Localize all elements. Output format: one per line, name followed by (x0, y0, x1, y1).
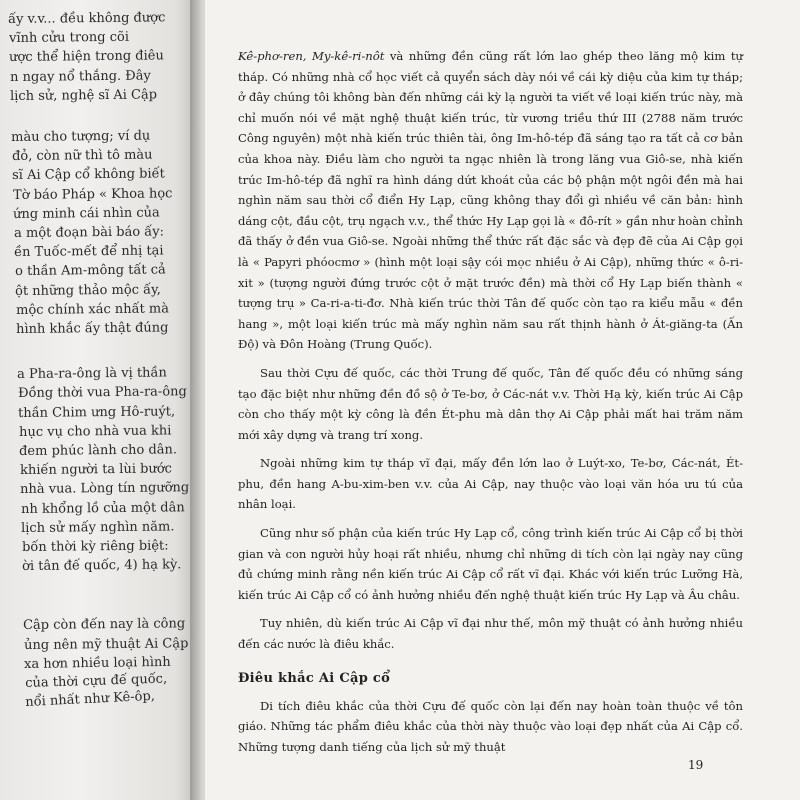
left-page-line: mộc chính xác nhất mà (15, 301, 169, 318)
left-page-line: lịch sử mấy nghìn năm. (21, 519, 175, 536)
left-page-line: Tờ báo Pháp « Khoa học (12, 185, 173, 203)
left-page-line: ứng minh cái nhìn của (13, 205, 161, 222)
left-page-line: vĩnh cửu trong cõi (8, 29, 129, 47)
left-page-line: màu cho tượng; ví dụ (11, 128, 151, 145)
left-page-line: lịch sử, nghệ sĩ Ai Cập (10, 87, 158, 104)
left-page-line: bốn thời kỳ riêng biệt: (21, 538, 169, 555)
left-page-line: hục vụ cho nhà vua khi (18, 423, 172, 440)
left-page-line: ược thể hiện trong điêu (9, 48, 165, 66)
left-page-line: sĩ Ai Cập cổ không biết (12, 166, 166, 184)
paragraph-1-text: và những đền cũng rất lớn lao ghép theo lăng mộ kim tự tháp. Có những nhà cổ học viết cả quyển sách dày nói về cái kỳ diệu của kim tự tháp; ở đây chúng tôi không bàn đến những cái kỳ lạ người ta viết về loại kiến trúc này, mà chỉ muốn nói về mặt nghệ thuật kiến trúc, từ vương triều thứ III (2788 năm trước Công nguyên) một nhà kiến trúc thiên tài, ông Im-hô-tép đã sáng tạo ra tất cả cơ bản của khoa này. Điều làm cho người ta ngạc nhiên là trong lăng vua Giô-se, nhà kiến trúc Im-hô-tép đã nghĩ ra hình dáng dứt khoát của các bộ phận một ngôi đền mà hai nghìn năm sau thời cổ điển Hy Lạp, cũng không thay đổi gì nhiều về căn bản: hình dáng cột, đầu cột, trụ ngạch v.v., thể thức Hy Lạp gọi là « đô-rít » gần như hoàn chỉnh đã thấy ở đền vua Giô-se. Ngoài những thể thức rất đặc sắc và đẹp đẽ của Ai Cập gọi là « Papyri phóocmơ » (hình một loại sậy cói mọc nhiều ở Ai Cập), những thức « ô-ri-xit » (tượng người đứng trước cột ở mặt trước đền) mà thời cổ Hy Lạp biến thành « tượng trụ » Ca-ri-a-ti-đơ. Nhà kiến trúc thời Tân đế quốc còn tạo ra kiểu mẫu « đền hang », một loại kiến trúc mà mấy nghìn năm sau rất thịnh hành ở Át-giăng-ta (Ấn Độ) và Đôn Hoàng (Trung Quốc). (238, 49, 743, 352)
paragraph-1 (238, 46, 743, 355)
left-page-line: đem phúc lành cho dân. (19, 442, 178, 459)
left-page-line: ấy v.v... đều không được (8, 10, 166, 27)
left-page-line: hình khắc ấy thật đúng (16, 320, 169, 337)
paragraph-3: Ngoài những kim tự tháp vĩ đại, mấy đền lớn lao ở Luýt-xo, Te-bơ, Các-nát, Ét-phu, đền hang A-bu-xim-ben v.v. của Ai Cập, nay thuộc vào loại văn hóa ưu tú của nhân loại. (238, 456, 743, 512)
left-page-line: nổi nhất như Kê-ôp, (25, 688, 156, 711)
left-page-line: nh khổng lồ của một dân (20, 499, 185, 517)
left-page-line: khiến người ta lùi bước (19, 461, 172, 479)
left-page-line: thần Chim ưng Hô-ruýt, (18, 403, 176, 421)
left-page-line: o thần Am-mông tất cả (14, 262, 166, 280)
paragraph-1-italic-names: Kê-phơ-ren, My-kê-ri-nôt (238, 49, 385, 63)
left-page-line: của thời cựu đế quốc, (24, 671, 168, 691)
paragraph-6: Di tích điêu khắc của thời Cựu đế quốc còn lại đến nay hoàn toàn thuộc về tôn giáo. Những tác phẩm điêu khắc của thời này thuộc vào loại đẹp nhất của Ai Cập cổ. Những tượng danh tiếng của lịch sử mỹ thuật (238, 698, 743, 754)
left-page-line: xa hơn nhiều loại hình (24, 654, 172, 672)
left-page-line: ột những thảo mộc ấy, (15, 282, 161, 299)
section-heading: Điêu khắc Ai Cập cổ (238, 670, 391, 686)
main-text-block (238, 46, 743, 765)
left-page-line: Đồng thời vua Pha-ra-ông (17, 384, 187, 402)
paragraph-2: Sau thời Cựu đế quốc, các thời Trung đế quốc, Tân đế quốc đều có những sáng tạo đặc biệt như những đền đồ sộ ở Te-bơ, ở Các-nát v.v. Thời Hạ kỳ, kiến trúc Ai Cập còn cho thấy một kỳ công là đền Ét-phu mà dân thợ Ai Cập phải mất hai trăm năm mới xây dựng và trang trí xong. (238, 365, 743, 442)
paragraph-4: Cũng như số phận của kiến trúc Hy Lạp cổ, công trình kiến trúc Ai Cập cổ bị thời gian và con người hủy hoại rất nhiều, nhưng chỉ những di tích còn lại ngày nay cũng đủ chứng minh rằng nền kiến trúc Ai Cập cổ rất vĩ đại. Khác với kiến trúc Lưỡng Hà, kiến trúc Ai Cập cổ có ảnh hưởng nhiều đến nghệ thuật kiến trúc Hy Lạp và Âu châu. (238, 526, 743, 602)
left-page-line: a một đoạn bài báo ấy: (13, 224, 164, 241)
left-page-line: đỏ, còn nữ thì tô màu (11, 147, 153, 165)
left-page (0, 0, 200, 800)
left-page-line: Cập còn đến nay là công (23, 616, 186, 634)
right-page (205, 0, 800, 800)
paragraph-5: Tuy nhiên, dù kiến trúc Ai Cập vĩ đại như thế, môn mỹ thuật có ảnh hưởng nhiều đến các nước là điêu khắc. (238, 616, 743, 652)
left-page-line: n ngay nổ thắng. Đây (9, 68, 151, 85)
page-number: 19 (688, 758, 704, 772)
left-page-line: ủng nên mỹ thuật Ai Cập (23, 635, 189, 653)
left-page-line: ền Tuốc-mết để nhị tại (14, 243, 164, 261)
left-page-line: ời tân đế quốc, 4) hạ kỳ. (21, 557, 182, 575)
left-page-line: a Pha-ra-ông là vị thần (17, 365, 168, 383)
left-page-line: nhà vua. Lòng tín ngưỡng (20, 480, 190, 498)
